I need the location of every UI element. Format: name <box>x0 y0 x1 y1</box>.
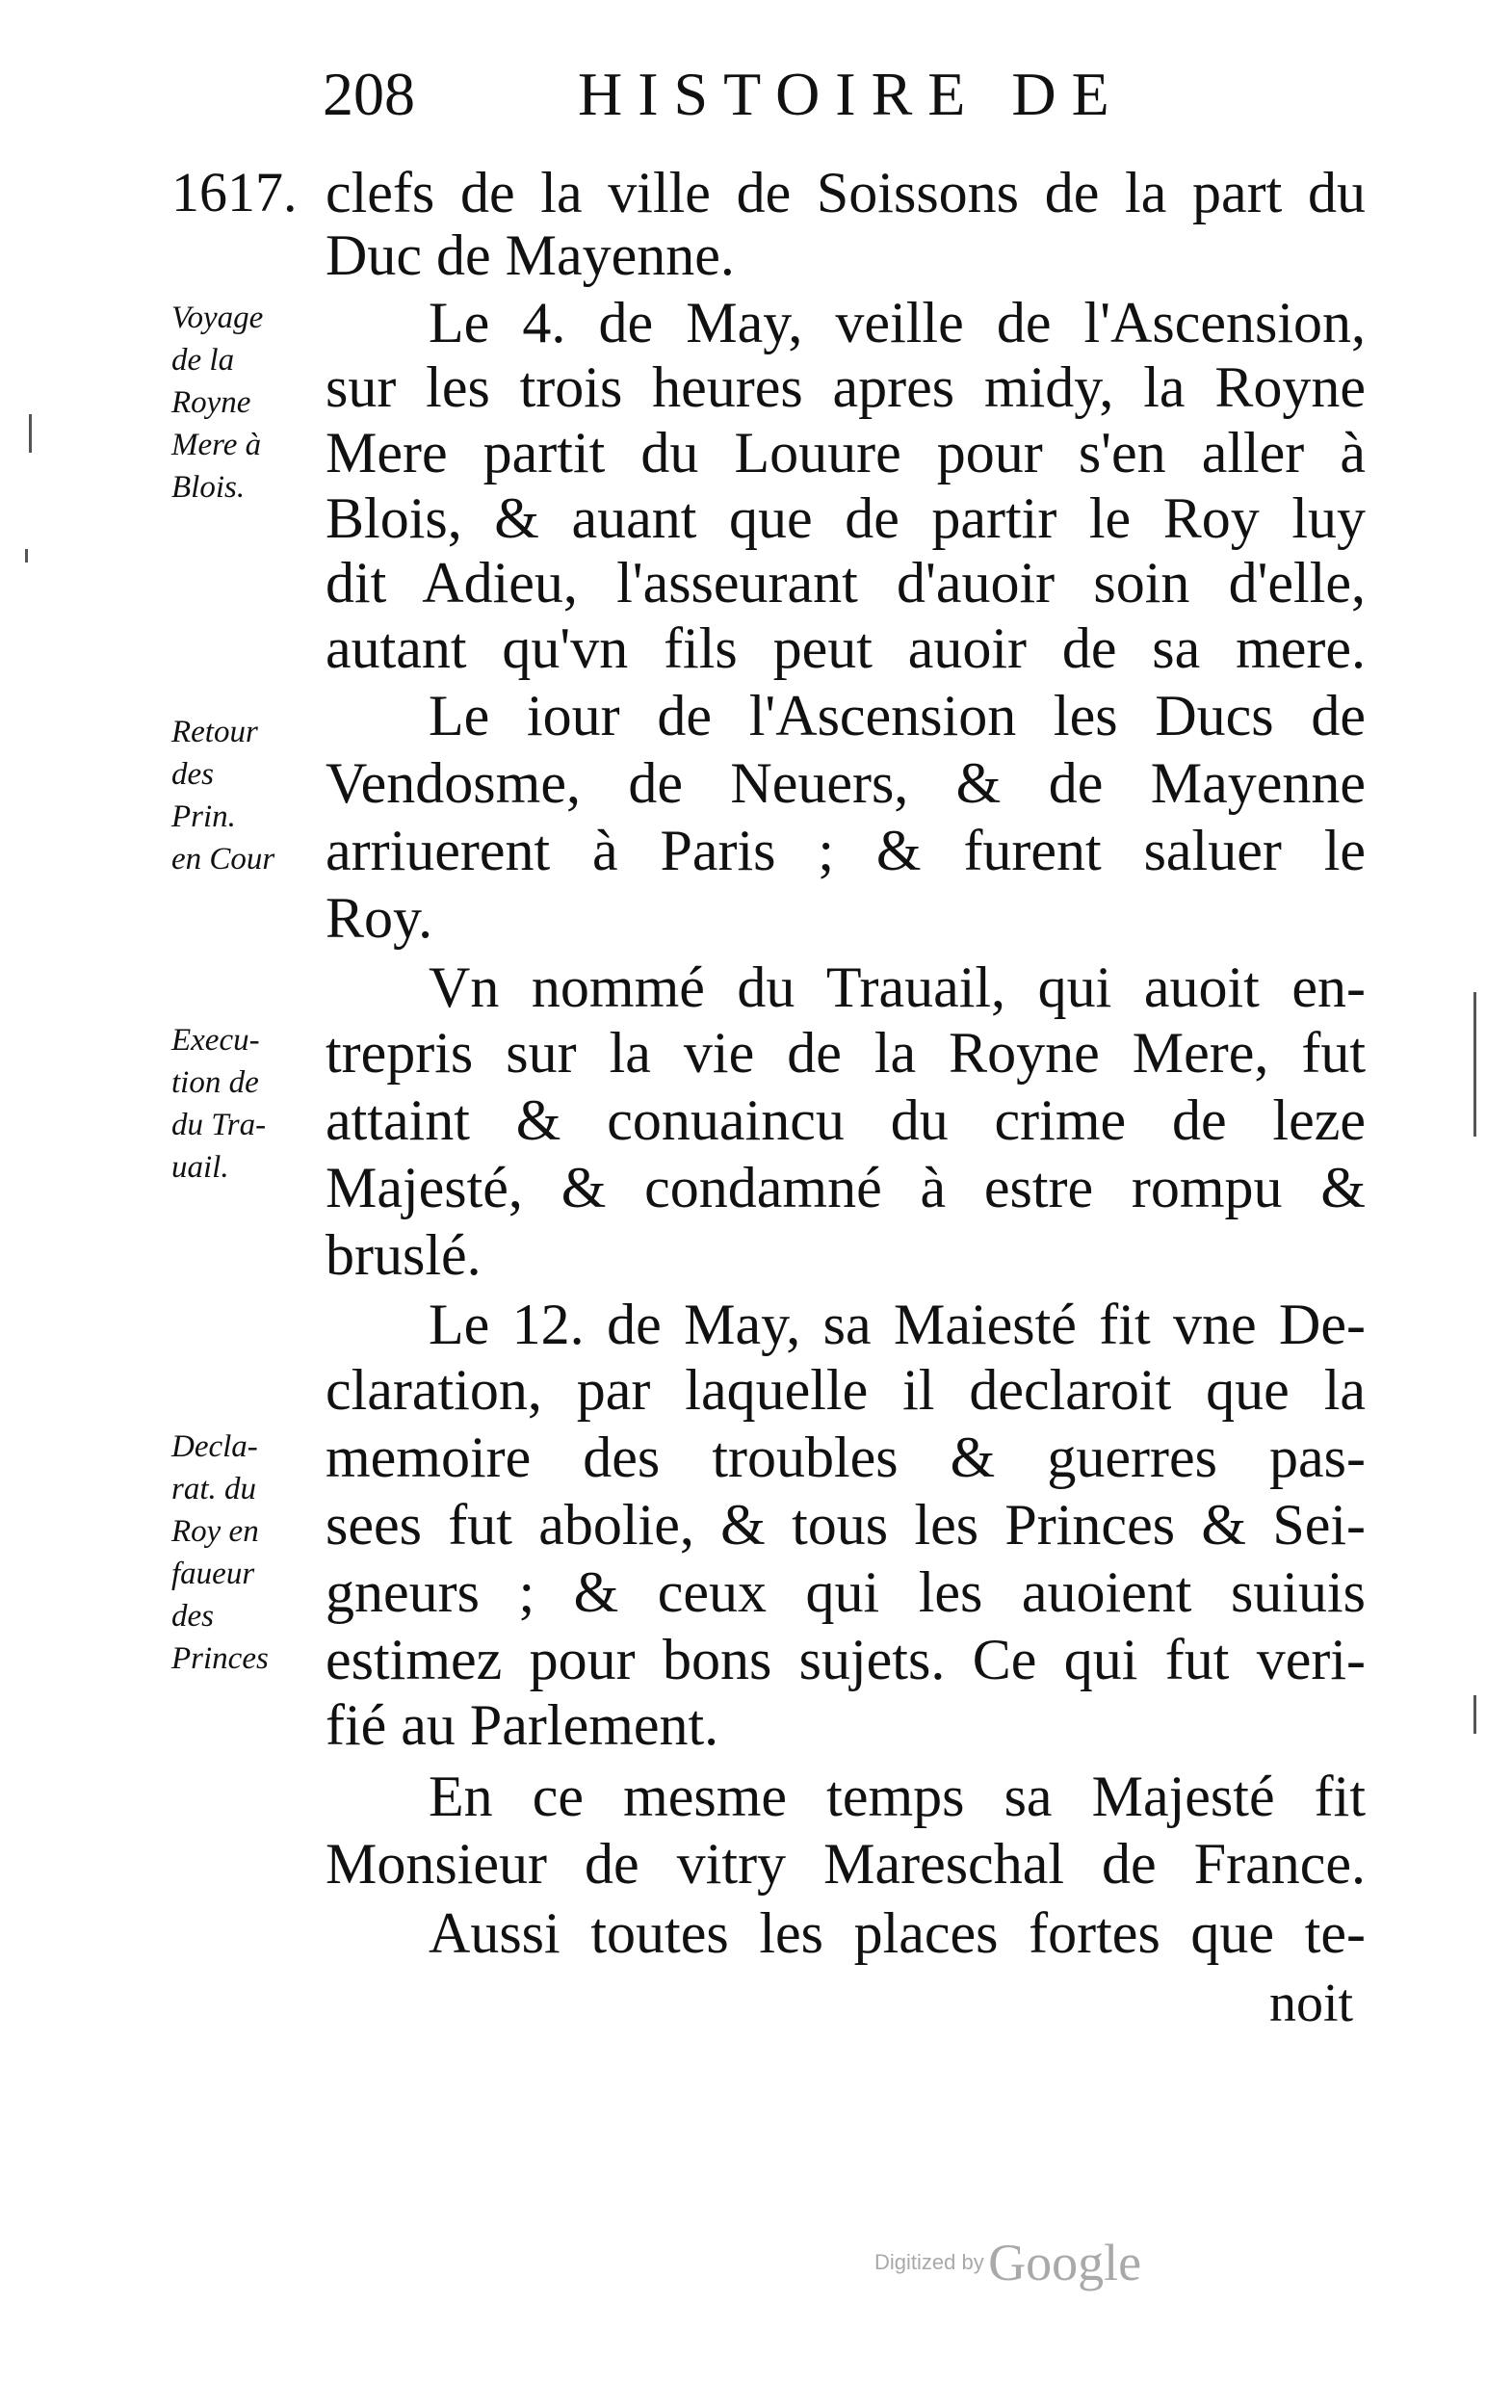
margin-note-retour <box>171 711 326 880</box>
text-line: dit Adieu, l'asseurant d'auoir soin d'elle, <box>326 551 1366 615</box>
text-line: estimez pour bons sujets. Ce qui fut veri- <box>326 1628 1366 1691</box>
text-line: Aussi toutes les places fortes que te- <box>429 1901 1366 1965</box>
text-line: Le 12. de May, sa Maiesté fit vne De- <box>429 1293 1366 1356</box>
note-line: en Cour <box>171 842 275 877</box>
margin-note-voyage <box>171 297 326 509</box>
page-number: 208 <box>323 60 415 128</box>
note-line: rat. du <box>171 1472 257 1506</box>
text-line: Vn nommé du Trauail, qui auoit en- <box>429 955 1366 1019</box>
text-line: sur les trois heures apres midy, la Royne <box>326 355 1366 419</box>
text-line: Monsieur de vitry Mareschal de France. <box>326 1832 1366 1896</box>
text-line: Le 4. de May, veille de l'Ascension, <box>429 291 1366 354</box>
note-line: Princes <box>171 1641 269 1676</box>
note-line: des <box>171 757 214 792</box>
text-line: memoire des troubles & guerres pas- <box>326 1426 1366 1489</box>
digitization-watermark <box>874 2233 1141 2292</box>
note-line: des <box>171 1599 214 1634</box>
text-line: Blois, & auant que de partir le Roy luy <box>326 486 1366 550</box>
watermark-brand: Google <box>988 2234 1142 2291</box>
text-line: Majesté, & condamné à estre rompu & <box>326 1156 1366 1219</box>
text-line: bruslé. <box>326 1223 482 1287</box>
margin-mark <box>25 549 28 563</box>
text-line: claration, par laquelle il declaroit que la <box>326 1358 1366 1422</box>
note-line: de la <box>171 343 235 378</box>
catchword: noit <box>1269 1974 1354 2033</box>
note-line: tion de <box>171 1065 259 1100</box>
note-line: Royne <box>171 385 251 420</box>
note-line: du Tra- <box>171 1108 267 1142</box>
text-line: Le iour de l'Ascension les Ducs de <box>429 684 1366 747</box>
watermark-prefix: Digitized by <box>874 2250 984 2274</box>
text-line: sees fut abolie, & tous les Princes & Sei- <box>326 1493 1366 1557</box>
note-line: Mere à <box>171 428 262 462</box>
margin-mark <box>1473 1695 1476 1734</box>
margin-mark <box>1473 992 1476 1137</box>
margin-note-declaration <box>171 1426 326 1680</box>
text-line: Mere partit du Louure pour s'en aller à <box>326 421 1366 484</box>
margin-year: 1617. <box>171 161 298 223</box>
margin-mark <box>29 414 32 453</box>
text-line: clefs de la ville de Soissons de la part du <box>326 161 1366 224</box>
margin-note-execution <box>171 1019 326 1189</box>
note-line: Execu- <box>171 1023 260 1058</box>
note-line: Blois. <box>171 470 246 505</box>
text-line: trepris sur la vie de la Royne Mere, fut <box>326 1021 1366 1085</box>
note-line: uail. <box>171 1150 229 1185</box>
text-line: Roy. <box>326 886 433 950</box>
text-line: gneurs ; & ceux qui les auoient suiuis <box>326 1560 1366 1624</box>
note-line: Decla- <box>171 1429 258 1464</box>
note-line: Prin. <box>171 799 236 834</box>
text-line: attaint & conuaincu du crime de leze <box>326 1088 1366 1152</box>
text-line: arriuerent à Paris ; & furent saluer le <box>326 819 1366 882</box>
note-line: Retour <box>171 715 258 749</box>
text-line: fié au Parlement. <box>326 1693 719 1757</box>
text-line: Duc de Mayenne. <box>326 223 735 287</box>
text-line: Vendosme, de Neuers, & de Mayenne <box>326 751 1366 815</box>
text-line: En ce mesme temps sa Majesté fit <box>429 1765 1366 1828</box>
note-line: faueur <box>171 1557 255 1591</box>
note-line: Voyage <box>171 301 264 335</box>
note-line: Roy en <box>171 1514 259 1549</box>
text-line: autant qu'vn fils peut auoir de sa mere. <box>326 616 1366 680</box>
running-title: HISTOIRE DE <box>578 60 1125 128</box>
